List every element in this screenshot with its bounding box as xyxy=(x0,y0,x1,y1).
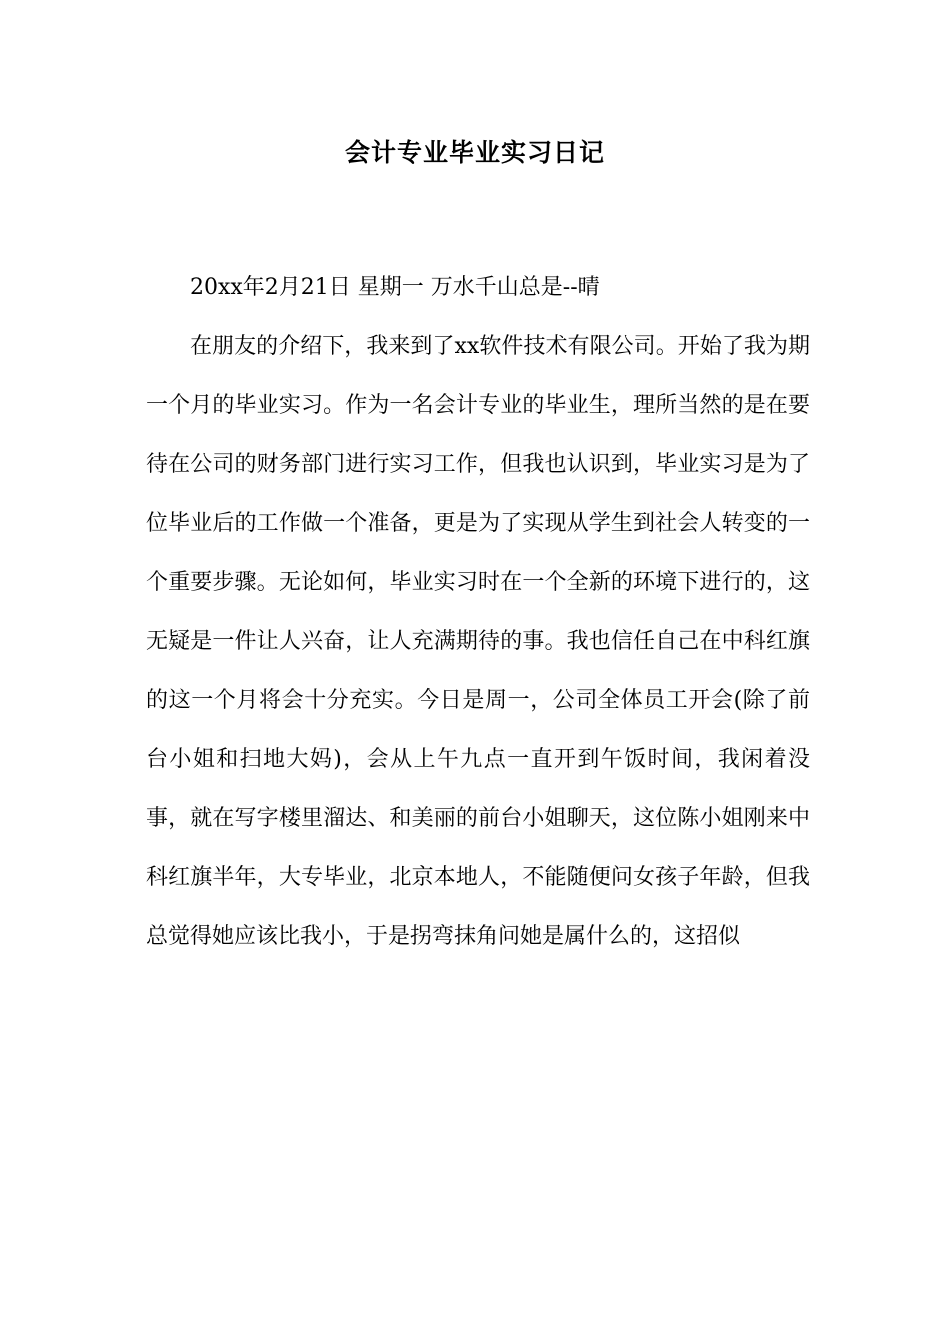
diary-date-line: 20xx年2月21日 星期一 万水千山总是--晴 xyxy=(190,275,600,300)
document-title: 会计专业毕业实习日记 xyxy=(344,138,605,167)
diary-paragraph: 在朋友的介绍下，我来到了xx软件技术有限公司。开始了我为期一个月的毕业实习。作为一名会计专业的毕业生，理所当然的是在要待在公司的财务部门进行实习工作，但我也认识到，毕业实习是为了位毕业后的工作做一个准备，更是为了实现从学生到社会人转变的一个重要步骤。无论如何，毕业实习时在一个全新的环境下进行的，这无疑是一件让人兴奋，让人充满期待的事。我也信任自己在中科红旗的这一个月将会十分充实。今日是周一，公司全体员工开会(除了前台小姐和扫地大妈)，会从上午九点一直开到午饭时间，我闲着没事，就在写字楼里溜达、和美丽的前台小姐聊天，这位陈小姐刚来中科红旗半年，大专毕业，北京本地人，不能随便问女孩子年龄，但我总觉得她应该比我小，于是拐弯抹角问她是属什么的，这招似 xyxy=(146,334,810,949)
document-body xyxy=(146,258,810,966)
